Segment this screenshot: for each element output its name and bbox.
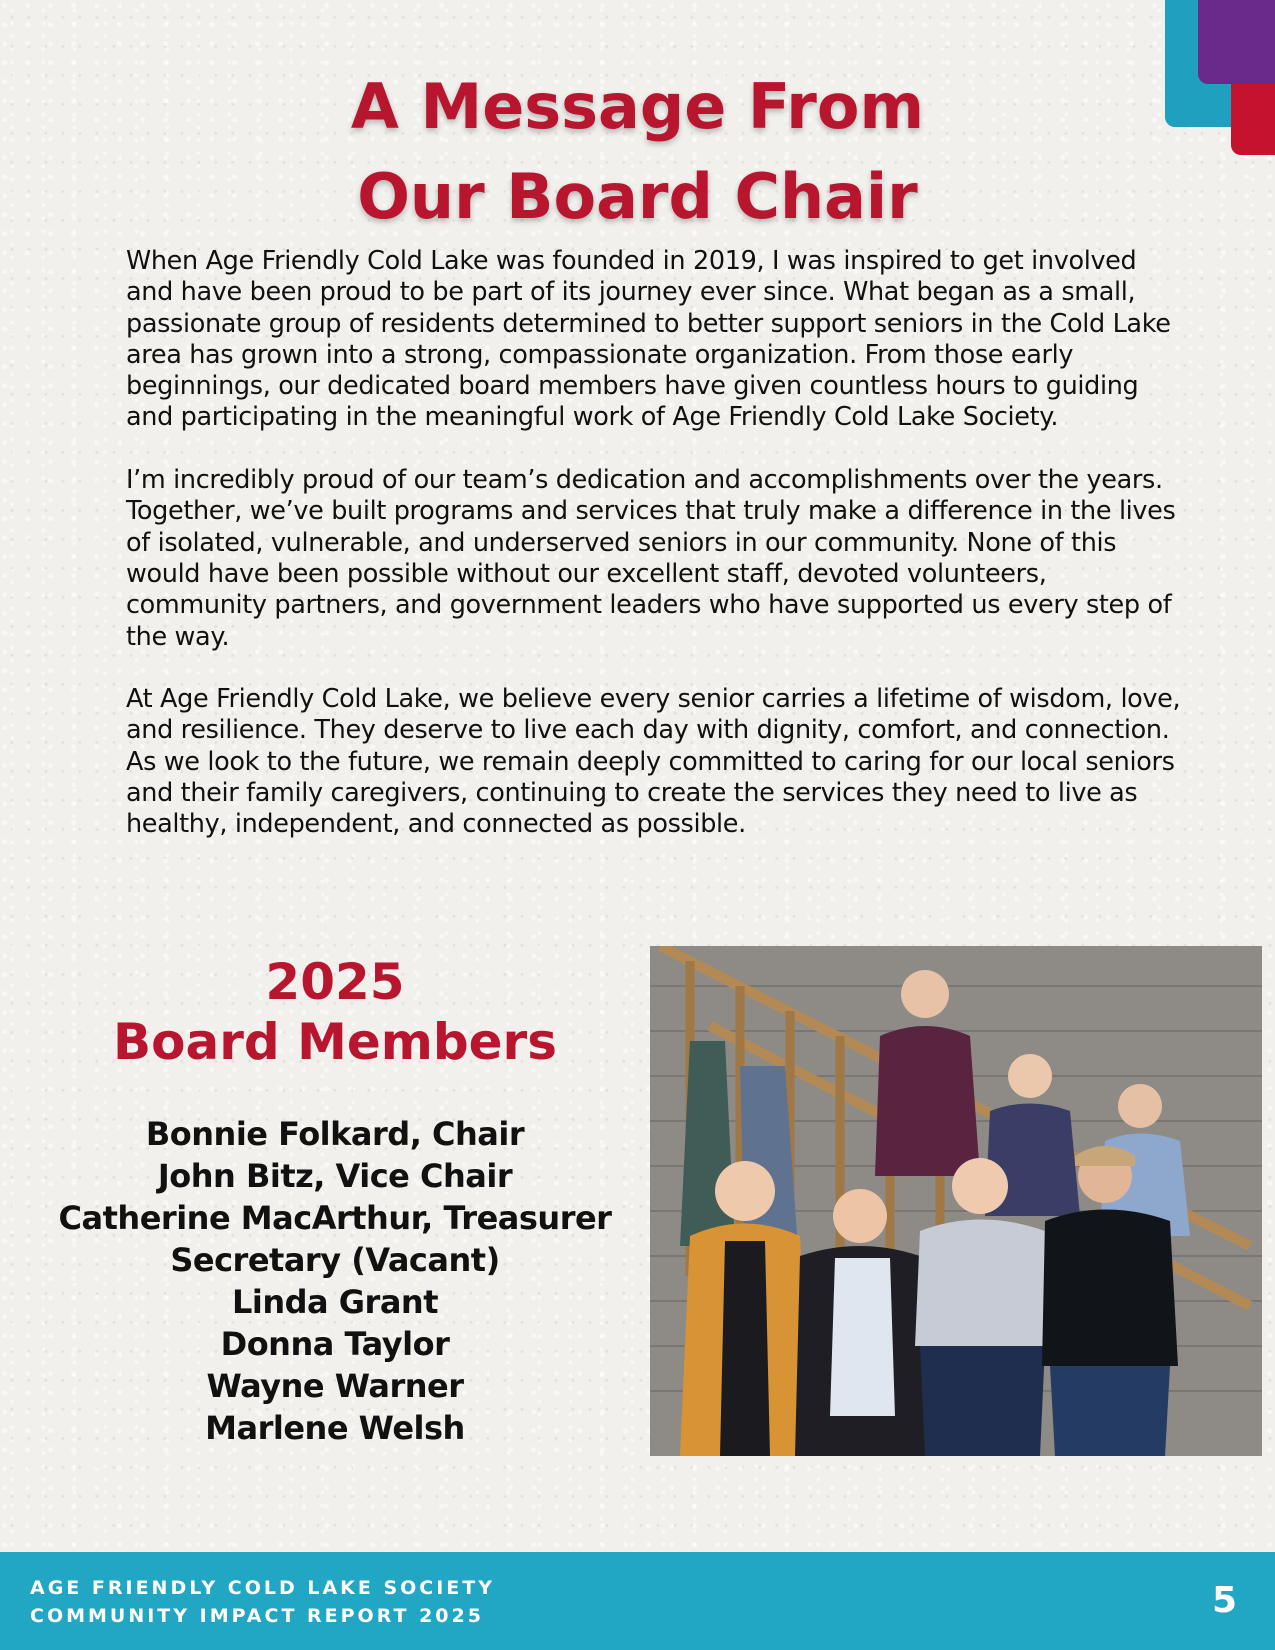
message-paragraph-2: I’m incredibly proud of our team’s dedication and accomplishments over the years. Together, we’ve built programs and services that truly make a difference in the lives of isolated, vulnerable, and underserved seniors in our community. None of this would have been possible without our excellent staff, devoted volunteers, community partners, and government leaders who have supported us every step of the way. bbox=[126, 465, 1176, 652]
group-photo-illustration bbox=[650, 946, 1262, 1456]
page-title bbox=[0, 62, 1275, 242]
page-title-line-2: Our Board Chair bbox=[357, 160, 918, 233]
page-title-line-1: A Message From bbox=[350, 70, 925, 143]
footer-report-name: COMMUNITY IMPACT REPORT 2025 bbox=[30, 1605, 484, 1627]
board-group-photo bbox=[650, 946, 1262, 1456]
board-year: 2025 bbox=[265, 953, 405, 1011]
board-members-list bbox=[40, 1113, 630, 1449]
board-member: Wayne Warner bbox=[206, 1367, 464, 1405]
board-member: Marlene Welsh bbox=[205, 1409, 465, 1447]
message-paragraph-3: At Age Friendly Cold Lake, we believe every senior carries a lifetime of wisdom, love, and resilience. They deserve to live each day with dignity, comfort, and connection. As we look to the future, we remain deeply committed to caring for our local seniors and their family caregivers, continuing to create the services they need to live as healthy, independent, and connected as possible. bbox=[126, 684, 1181, 840]
page-footer bbox=[0, 1552, 1275, 1650]
footer-org-name: AGE FRIENDLY COLD LAKE SOCIETY bbox=[30, 1577, 496, 1599]
board-member: Catherine MacArthur, Treasurer bbox=[58, 1199, 612, 1237]
footer-text bbox=[30, 1574, 495, 1630]
board-members-heading bbox=[90, 952, 580, 1072]
message-paragraph-1: When Age Friendly Cold Lake was founded in 2019, I was inspired to get involved and have been proud to be part of its journey ever since. What began as a small, passionate group of residents determined to better support seniors in the Cold Lake area has grown into a strong, compassionate organization. From those early beginnings, our dedicated board members have given countless hours to guiding and participating in the meaningful work of Age Friendly Cold Lake Society. bbox=[126, 246, 1171, 433]
board-member: Donna Taylor bbox=[220, 1325, 450, 1363]
board-member: Bonnie Folkard, Chair bbox=[145, 1115, 525, 1153]
board-member: Secretary (Vacant) bbox=[170, 1241, 500, 1279]
board-member: Linda Grant bbox=[232, 1283, 438, 1321]
page-number: 5 bbox=[1211, 1580, 1237, 1621]
board-heading-text: Board Members bbox=[113, 1013, 557, 1071]
chair-message bbox=[126, 246, 1186, 872]
board-member: John Bitz, Vice Chair bbox=[157, 1157, 513, 1195]
